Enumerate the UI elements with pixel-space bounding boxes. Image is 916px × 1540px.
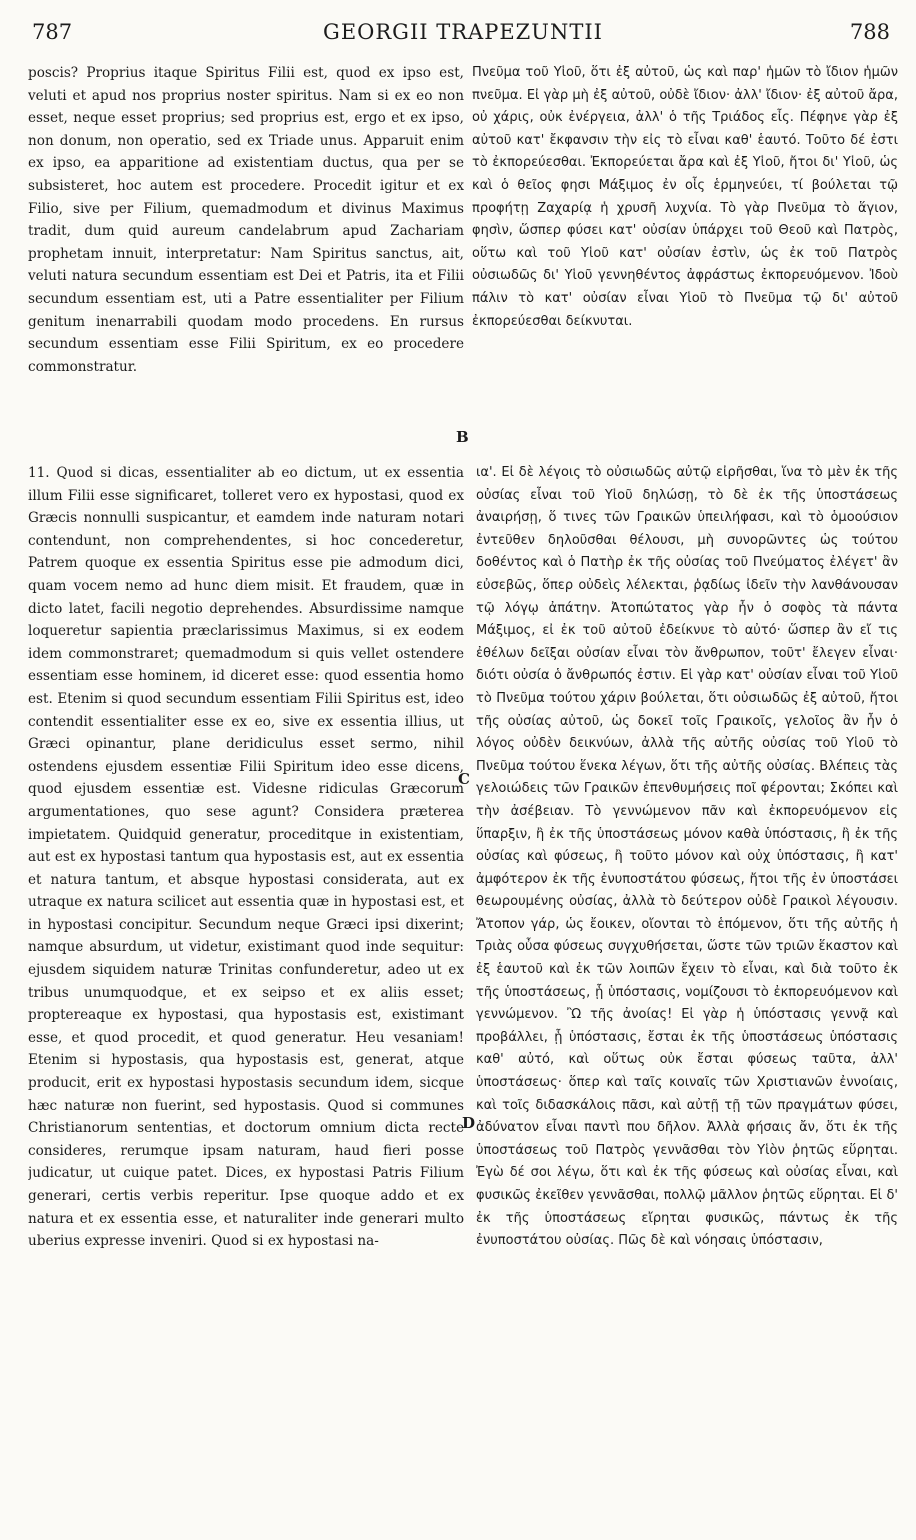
margin-letter-b: B [456,428,469,446]
margin-letter-c: C [458,770,470,788]
margin-letter-d: D [462,1114,476,1132]
latin-paragraph-top: poscis? Proprius itaque Spiritus Filii est, quod ex ipso est, veluti et apud nos proprius noster spiritus. Nam si ex eo non esset, neque esset proprius; sed proprius est, ergo et ex ipso, non donum, non operatio, sed ex Triade unus. Apparuit enim ex ipso, ea apparitione ad existentiam ductus, qua per se subsisteret, hoc autem est procedere. Procedit igitur et ex Filio, sive per Filium, quemadmodum et divinus Maximus tradit, dum quid aureum candelabrum apud Zachariam prophetam innuit, interpretatur: Nam Spiritus sanctus, ait, veluti natura secundum essentiam est Dei et Patris, ita et Filii secundum essentiam est, uti a Patre essentialiter per Filium genitum inenarrabili quodam modo procedens. En rursus secundum essentiam esse Filii Spiritum, ex eo procedere commonstratur. [28,65,464,375]
page-number-right: 788 [849,20,890,44]
greek-column-bottom [476,462,898,1482]
running-title: GEORGII TRAPEZUNTII [323,20,603,44]
latin-column-bottom [28,462,464,1482]
greek-column-top [472,62,898,424]
latin-paragraph-11: 11. Quod si dicas, essentialiter ab eo dictum, ut ex essentia illum Filii esse significaret, tolleret vero ex hypostasi, quod ex Græcis nonnulli suspicantur, et eamdem inde naturam notari contendunt, non comprehendentes, si hoc concederetur, Patrem quoque ex essentia Spiritus esse pie admodum dici, quam vocem nemo ad hunc diem misit. Et fraudem, quæ in dicto latet, facili negotio deprehendes. Absurdissime namque loqueretur sapientia præclarissimus Maximus, si ex eodem idem commonstraret; quemadmodum si quis vellet ostendere essentiam esse hominem, id diceret esse: quod essentia homo est. Etenim si quod secundum essentiam Filii Spiritus est, ideo contendit essentialiter esse ex eo, sive ex essentia illius, ut Græci opinantur, plane deridiculus esset sermo, nihil ostendens ejusdem essentiæ Filii Spiritum ideo esse dicens, quod ejusdem essentiæ est. Videsne ridiculas Græcorum argumentationes, quo sese agunt? Considera præterea impietatem. Quidquid generatur, proceditque in existentiam, aut est ex hypostasi tantum qua hypostasis est, aut ex essentia et natura tantum, et absque hypostasi considerata, aut ex utraque ex natura scilicet aut essentia quæ in hypostasi est, et in hypostasi concipitur. Secundum neque Græci ipsi dixerint; namque absurdum, ut videtur, existimant quod inde sequitur: ejusdem siquidem naturæ Trinitas confunderetur, adeo ut ex tribus unumquodque, et ex seipso et ex aliis esset; proptereaque ex hypostasi, qua hypostasis est, existimant esse, et quod procedit, et quod generatur. Heu vesaniam! Etenim si hypostasis, qua hypostasis est, generat, atque producit, erit ex hypostasi hypostasis secundum idem, sicque hæc naturæ non fuerint, sed hypostasis. Quod si communes Christianorum sententias, et doctorum omnium dicta recte consideres, rerumque ipsam naturam, haud fieri posse judicatur, ut cuique patet. Dices, ex hypostasi Patris Filium generari, certis verbis reperitur. Ipse quoque addo et ex natura et ex essentia esse, et naturaliter inde generari multo uberius expresse inveniri. Quod si ex hypostasi na- [28,465,464,1250]
latin-column-top [28,62,464,448]
running-header [30,14,896,44]
greek-paragraph-11: ια'. Εἰ δὲ λέγοις τὸ οὐσιωδῶς αὐτῷ εἰρῆσθαι, ἵνα τὸ μὲν ἐκ τῆς οὐσίας εἶναι τοῦ Υἱοῦ δηλώσῃ, τὸ δὲ ἐκ τῆς ὑποστάσεως ἀναιρήσῃ, ὅ τινες τῶν Γραικῶν ὑπειλήφασι, καὶ τὸ ὁμοούσιον ἐντεῦθεν δηλοῦσθαι θέλουσι, μὴ συνορῶντες ὡς τούτου δοθέντος καὶ ὁ Πατὴρ ἐκ τῆς οὐσίας τοῦ Πνεύματος ἐλέγετ' ἂν εὐσεβῶς, ὅπερ οὐδεὶς λέλεκται, ῥᾳδίως ἰδεῖν τὴν λανθάνουσαν τῷ λόγῳ ἀπάτην. Ἀτοπώτατος γὰρ ἦν ὁ σοφὸς τὰ πάντα Μάξιμος, εἰ ἐκ τοῦ αὐτοῦ ἐδείκνυε τὸ αὐτό· ὥσπερ ἂν εἴ τις ἐθέλων δεῖξαι οὐσίαν εἶναι τὸν ἄνθρωπον, τοῦτ' ἔλεγεν εἶναι· διότι οὐσία ὁ ἄνθρωπός ἐστιν. Εἰ γὰρ κατ' οὐσίαν εἶναι τοῦ Υἱοῦ τὸ Πνεῦμα τούτου χάριν βούλεται, ὅτι οὐσιωδῶς ἐξ αὐτοῦ, ἤτοι τῆς οὐσίας αὐτοῦ, ὡς δοκεῖ τοῖς Γραικοῖς, γελοῖος ἂν ἦν ὁ λόγος οὐδὲν δεικνύων, ἀλλὰ τῆς αὐτῆς οὐσίας τοῦ Υἱοῦ τὸ Πνεῦμα τούτου ἕνεκα λέγων, ὅτι τῆς αὐτῆς οὐσίας. Βλέπεις τὰς γελοιώδεις τῶν Γραικῶν ἐπενθυμήσεις ποῖ φέρονται; Σκόπει καὶ τὴν ἀσέβειαν. Τὸ γεννώμενον πᾶν καὶ ἐκπορευόμενον εἰς ὕπαρξιν, ἢ ἐκ τῆς ὑποστάσεως μόνον καθὰ ὑπόστασις, ἢ ἐκ τῆς οὐσίας καὶ φύσεως, ἢ τοῦτο μόνον καὶ οὐχ ὑπόστασις, ἢ κατ' ἀμφότερον ἐκ τῆς ἐνυποστάτου φύσεως, ἤτοι τῆς ἐν ὑποστάσει θεωρουμένης οὐσίας, ἀλλὰ τὸ δεύτερον οὐδὲ Γραικοὶ λέγουσιν. Ἄτοπον γάρ, ὡς ἔοικεν, οἴονται τὸ ἑπόμενον, ὅτι τῆς αὐτῆς ἡ Τριὰς οὖσα φύσεως συγχυθήσεται, ὥστε τῶν τριῶν ἕκαστον καὶ ἐξ ἑαυτοῦ καὶ ἐκ τῶν λοιπῶν ἔχειν τὸ εἶναι, καὶ διὰ τοῦτο ἐκ τῆς ὑποστάσεως, ᾗ ὑπόστασις, νομίζουσι τὸ ἐκπορευόμενον καὶ γεννώμενον. Ὢ τῆς ἀνοίας! Εἰ γὰρ ἡ ὑπόστασις γεννᾷ καὶ προβάλλει, ᾗ ὑπόστασις, ἔσται ἐκ τῆς ὑποστάσεως ὑπόστασις καθ' αὐτό, καὶ οὕτως οὐκ ἔσται φύσεως ταῦτα, ἀλλ' ὑποστάσεως· ὅπερ καὶ ταῖς κοιναῖς τῶν Χριστιανῶν ἐννοίαις, καὶ τοῖς διδασκάλοις πᾶσι, καὶ αὐτῇ τῇ τῶν πραγμάτων φύσει, ἀδύνατον εἶναι παντὶ που δῆλον. Ἀλλὰ φήσαις ἄν, ὅτι ἐκ τῆς ὑποστάσεως τοῦ Πατρὸς γεννᾶσθαι τὸν Υἱὸν ῥητῶς εὕρηται. Ἐγὼ δέ σοι λέγω, ὅτι καὶ ἐκ τῆς φύσεως καὶ οὐσίας εἶναι, καὶ φυσικῶς ἐκεῖθεν γεννᾶσθαι, πολλῷ μᾶλλον ῥητῶς εὕρηται. Εἰ δ' ἐκ τῆς ὑποστάσεως εἴρηται φυσικῶς, πάντως ἐκ τῆς ἐνυποστάτου οὐσίας. Πῶς δὲ καὶ νόησαις ὑπόστασιν, [476,465,898,1249]
greek-paragraph-top: Πνεῦμα τοῦ Υἱοῦ, ὅτι ἐξ αὐτοῦ, ὡς καὶ παρ' ἡμῶν τὸ ἴδιον ἡμῶν πνεῦμα. Εἰ γὰρ μὴ ἐξ αὐτοῦ, οὐδὲ ἴδιον· ἀλλ' ἴδιον· ἐξ αὐτοῦ ἄρα, οὐ χάρις, οὐκ ἐνέργεια, ἀλλ' ὁ τῆς Τριάδος εἷς. Πέφηνε γὰρ ἐξ αὐτοῦ κατ' ἔκφανσιν τὴν εἰς τὸ εἶναι καθ' ἑαυτό. Τοῦτο δέ ἐστι τὸ ἐκπορεύεσθαι. Ἐκπορεύεται ἄρα καὶ ἐξ Υἱοῦ, ἤτοι δι' Υἱοῦ, ὡς καὶ ὁ θεῖος φησι Μάξιμος ἐν οἷς ἑρμηνεύει, τί βούλεται τῷ προφήτῃ Ζαχαρίᾳ ἡ χρυσῆ λυχνία. Τὸ γὰρ Πνεῦμα τὸ ἅγιον, φησὶν, ὥσπερ φύσει κατ' οὐσίαν ὑπάρχει τοῦ Θεοῦ καὶ Πατρὸς, οὕτω καὶ τοῦ Υἱοῦ κατ' οὐσίαν ἐστὶν, ὡς ἐκ τοῦ Πατρὸς οὐσιωδῶς δι' Υἱοῦ γεννηθέντος ἀφράστως ἐκπορευόμενον. Ἰδοὺ πάλιν τὸ κατ' οὐσίαν εἶναι Υἱοῦ τὸ Πνεῦμα τῷ δι' αὐτοῦ ἐκπορεύεσθαι δείκνυται. [472,65,898,329]
page-number-left: 787 [32,20,73,44]
